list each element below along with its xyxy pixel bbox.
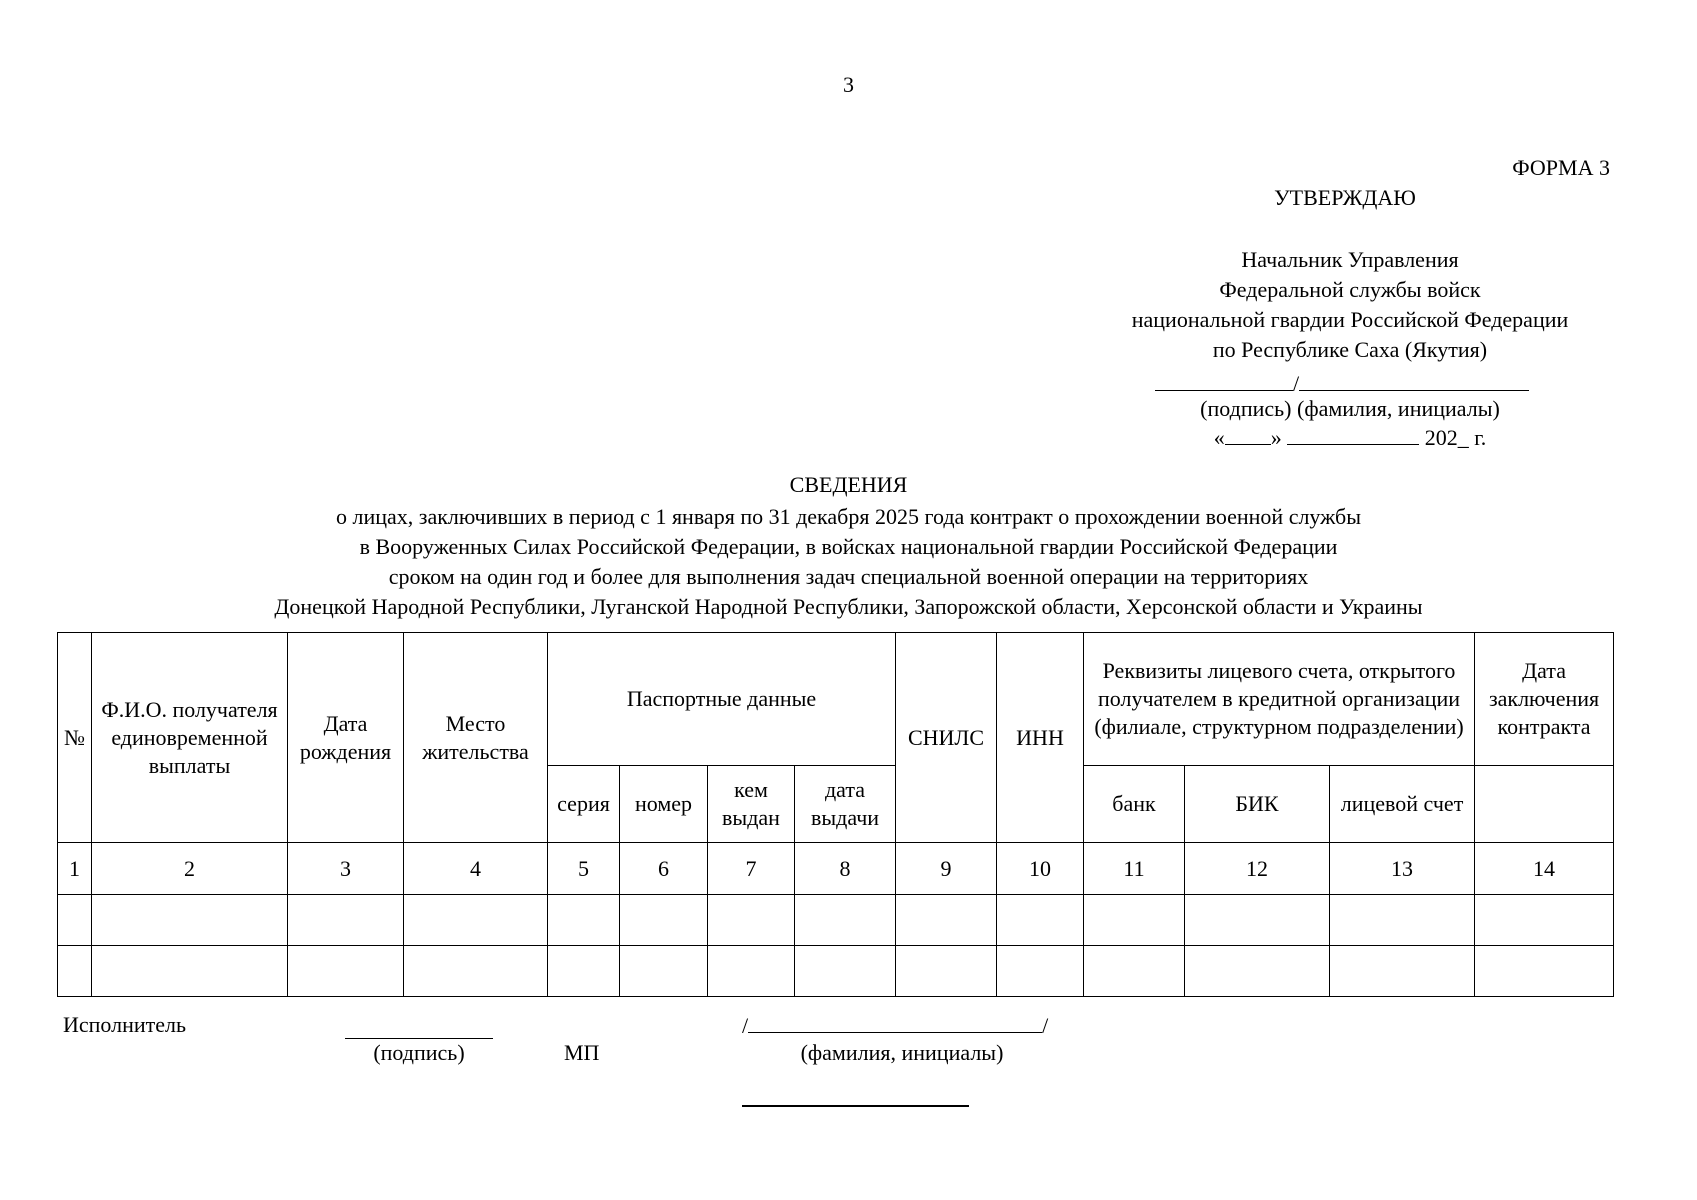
column-number: 14 [1475, 843, 1614, 895]
table-cell[interactable] [404, 895, 548, 946]
header-issued-by: кем выдан [708, 766, 795, 843]
table-cell[interactable] [1084, 946, 1185, 997]
table-cell[interactable] [404, 946, 548, 997]
table-cell[interactable] [1330, 895, 1475, 946]
approval-heading: УТВЕРЖДАЮ [1274, 185, 1416, 210]
header-birth-date: Дата рождения [288, 633, 404, 843]
table-cell[interactable] [708, 895, 795, 946]
header-issue-date: дата выдачи [795, 766, 896, 843]
header-number: номер [620, 766, 708, 843]
table-cell[interactable] [708, 946, 795, 997]
header-contract-date: Дата заключения контракта [1475, 633, 1614, 766]
header-fio: Ф.И.О. получателя единовременной выплаты [92, 633, 288, 843]
official-line: Начальник Управления [1241, 247, 1459, 272]
table-cell[interactable] [92, 946, 288, 997]
table-cell[interactable] [896, 946, 997, 997]
column-number: 5 [548, 843, 620, 895]
table-cell[interactable] [1475, 895, 1614, 946]
table-cell[interactable] [548, 895, 620, 946]
column-number: 12 [1185, 843, 1330, 895]
table-cell[interactable] [795, 946, 896, 997]
signature-separator: / [1293, 371, 1300, 396]
executor-name-blank[interactable] [748, 1012, 1042, 1033]
document-description [0, 502, 1697, 622]
date-open-quote: « [1213, 425, 1225, 450]
month-blank [1287, 424, 1419, 445]
page-number: 3 [843, 72, 854, 97]
column-number: 10 [997, 843, 1084, 895]
table-cell[interactable] [548, 946, 620, 997]
seal-label: МП [564, 1040, 600, 1065]
approval-signature-caption: (подпись) (фамилия, инициалы) [1200, 396, 1500, 421]
signature-blank [1155, 370, 1293, 391]
table-row [58, 895, 1614, 946]
table-cell[interactable] [795, 895, 896, 946]
column-number: 4 [404, 843, 548, 895]
executor-label: Исполнитель [63, 1012, 187, 1037]
name-blank [1299, 370, 1529, 391]
header-blank-cell [1475, 766, 1614, 843]
table-cell[interactable] [997, 895, 1084, 946]
document-title: СВЕДЕНИЯ [789, 472, 908, 497]
column-number: 1 [58, 843, 92, 895]
official-line: Федеральной службы войск [1219, 277, 1481, 302]
header-inn: ИНН [997, 633, 1084, 843]
header-account-details: Реквизиты лицевого счета, открытого получателем в кредитной организации (филиале, структурном подразделении) [1084, 633, 1475, 766]
official-line: по Республике Саха (Якутия) [1212, 337, 1488, 362]
table-cell[interactable] [58, 946, 92, 997]
column-number: 8 [795, 843, 896, 895]
column-number: 13 [1330, 843, 1475, 895]
table-cell[interactable] [620, 946, 708, 997]
table-cell[interactable] [1185, 895, 1330, 946]
column-number: 9 [896, 843, 997, 895]
description-line: о лицах, заключивших в период с 1 января по 31 декабря 2025 года контракт о прохождении военной службы [335, 504, 1362, 529]
table-cell[interactable] [1084, 895, 1185, 946]
description-line: сроком на один год и более для выполнения задач специальной военной операции на территориях [388, 564, 1309, 589]
column-number: 11 [1084, 843, 1185, 895]
end-rule [742, 1105, 969, 1107]
header-personal-account: лицевой счет [1330, 766, 1475, 843]
column-number-row [58, 843, 1614, 895]
column-number: 3 [288, 843, 404, 895]
header-series: серия [548, 766, 620, 843]
header-no: № [58, 633, 92, 843]
approval-signature-line [1155, 370, 1529, 397]
table-cell[interactable] [92, 895, 288, 946]
table-cell[interactable] [997, 946, 1084, 997]
name-close-slash: / [1042, 1013, 1049, 1038]
description-line: Донецкой Народной Республики, Луганской Народной Республики, Запорожской области, Херсонской области и Украины [274, 594, 1423, 619]
table-cell[interactable] [1330, 946, 1475, 997]
form-label: ФОРМА 3 [1512, 155, 1610, 180]
column-number: 6 [620, 843, 708, 895]
name-open-slash: / [742, 1013, 749, 1038]
official-line: национальной гвардии Российской Федерации [1131, 307, 1569, 332]
header-bik: БИК [1185, 766, 1330, 843]
executor-name-caption: (фамилия, инициалы) [800, 1040, 1004, 1065]
date-year: 202_ г. [1424, 425, 1487, 450]
column-number: 2 [92, 843, 288, 895]
header-snils: СНИЛС [896, 633, 997, 843]
column-number: 7 [708, 843, 795, 895]
executor-signature-caption: (подпись) [373, 1040, 465, 1065]
approving-official [1060, 245, 1640, 365]
header-residence: Место жительства [404, 633, 548, 843]
table-cell[interactable] [288, 946, 404, 997]
data-table [57, 632, 1614, 997]
table-cell[interactable] [288, 895, 404, 946]
table-cell[interactable] [58, 895, 92, 946]
table-row [58, 946, 1614, 997]
day-blank [1225, 424, 1271, 445]
table-cell[interactable] [1185, 946, 1330, 997]
table-cell[interactable] [620, 895, 708, 946]
header-passport: Паспортные данные [548, 633, 896, 766]
description-line: в Вооруженных Силах Российской Федерации, в войсках национальной гвардии Российской Федерации [359, 534, 1338, 559]
executor-signature-blank[interactable] [345, 1018, 493, 1039]
date-close-quote: » [1270, 425, 1282, 450]
header-bank: банк [1084, 766, 1185, 843]
executor-name-line [742, 1012, 1048, 1039]
table-header-row [58, 633, 1614, 766]
approval-date-line [1060, 424, 1640, 451]
table-cell[interactable] [896, 895, 997, 946]
table-cell[interactable] [1475, 946, 1614, 997]
